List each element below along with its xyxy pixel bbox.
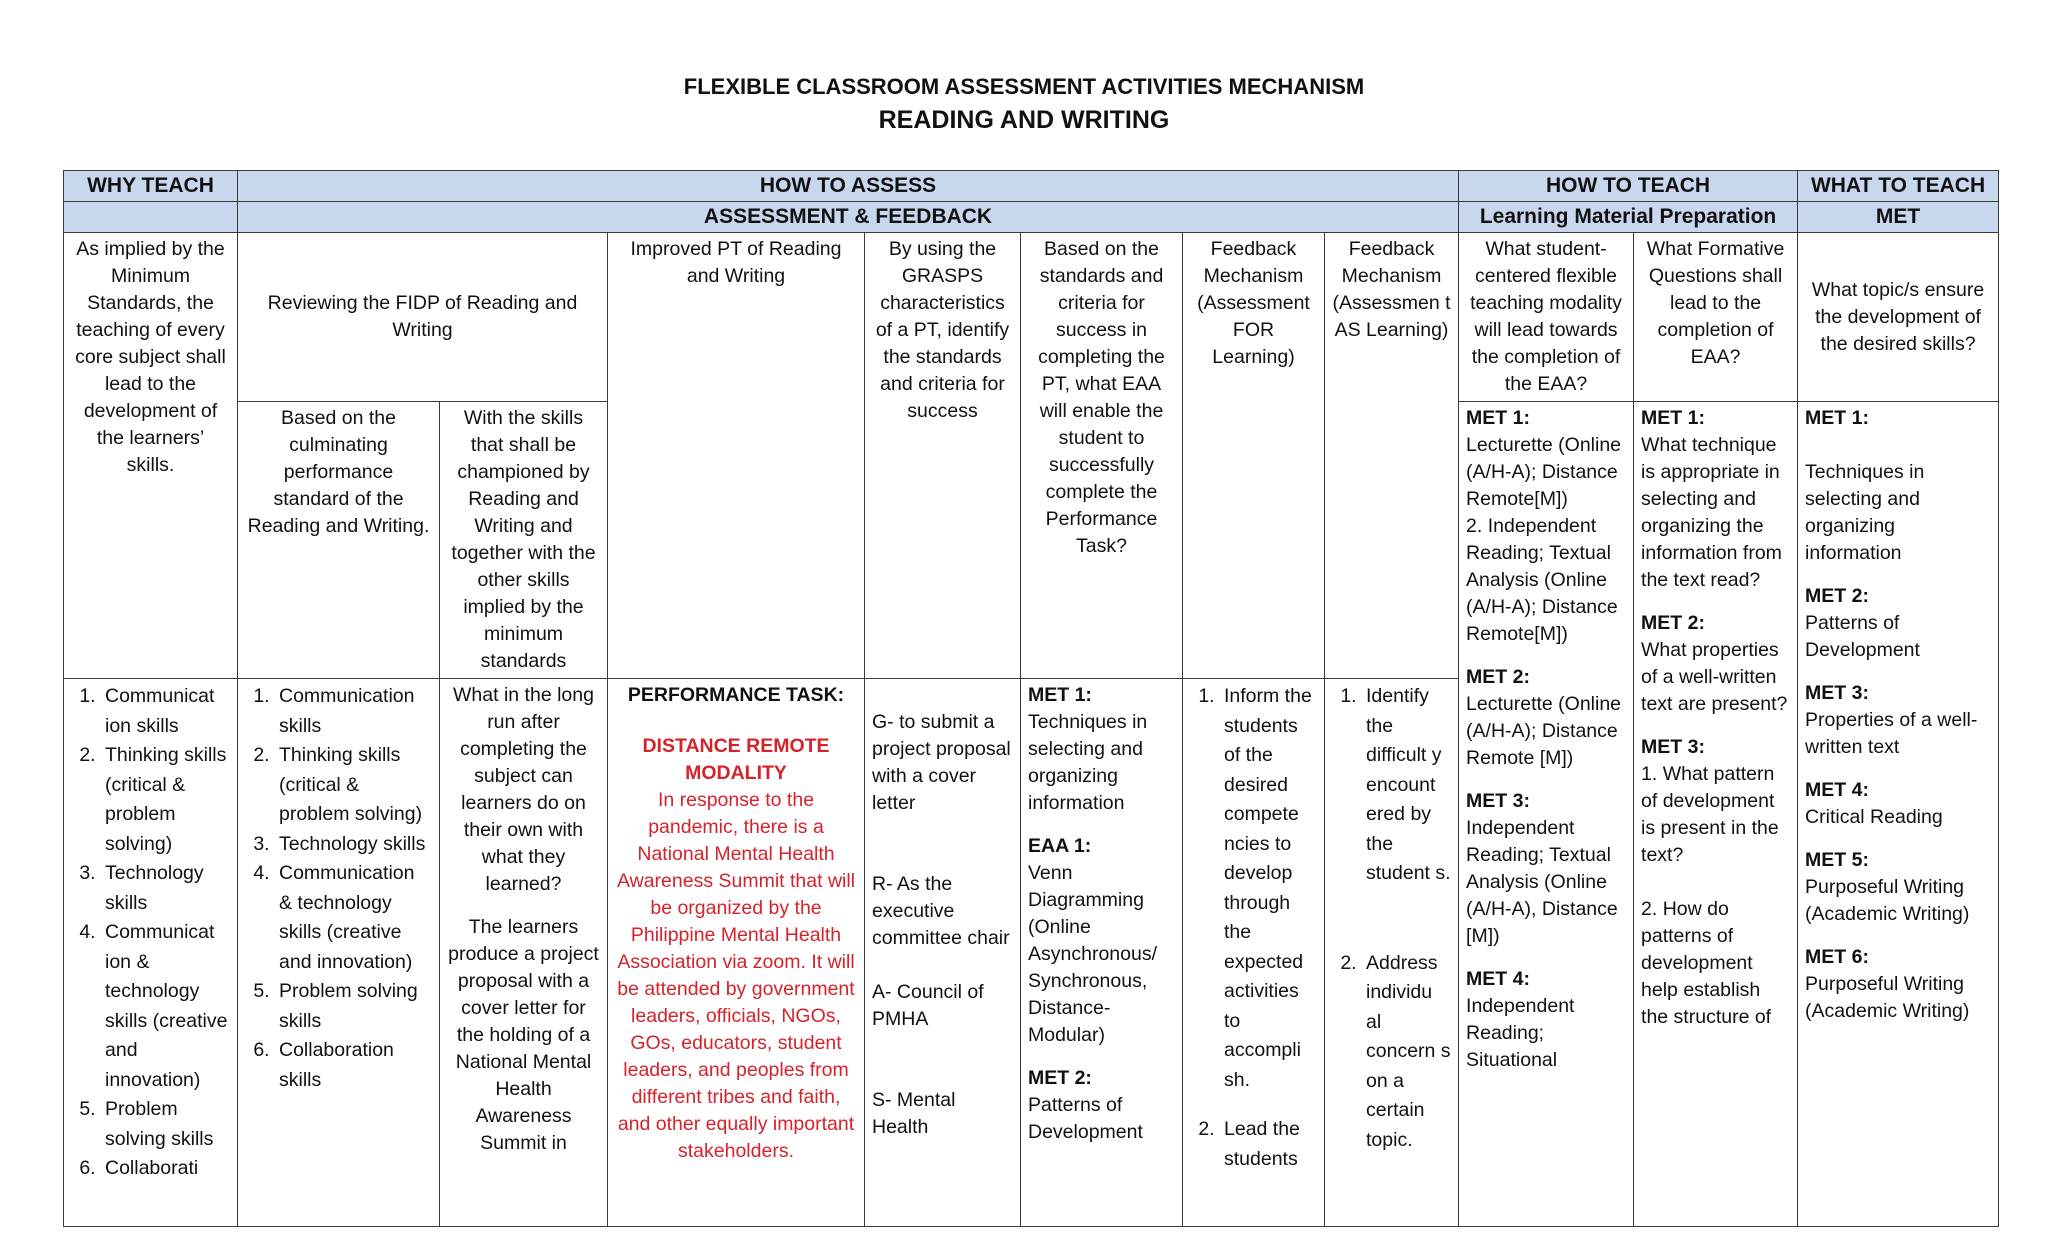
long-run-cell [440, 679, 608, 1227]
performance-task-text: In response to the pandemic, there is a National Mental Health Awareness Summit that will be organized by the Philippine Mental Health Association via zoom. It will be attended by government leaders, officials, NGOs, GOs, educators, student leaders, and peoples from different tribes and faith, and other equally important stakeholders. [616, 789, 856, 1162]
header-assessment-feedback: ASSESSMENT & FEEDBACK [238, 202, 1459, 233]
long-run-answer: The learners produce a project proposal with a cover letter for the holding of a National Mental Health Awareness Summit in [448, 916, 599, 1154]
header-why-teach: WHY TEACH [64, 171, 238, 202]
list-item: 3. Technology skills [101, 859, 230, 918]
topic-met-4: MET 4: Critical Reading [1805, 779, 1943, 828]
modality-question: What student-centered flexible teaching modality will lead towards the completion of the EAA? [1459, 233, 1634, 402]
feedback-as-cell [1325, 679, 1459, 1227]
topics-cell [1798, 402, 1999, 1227]
feedback-for-cell [1183, 679, 1325, 1227]
modality-met-2: MET 2: Lecturette (Online (A/H-A); Distance Remote [M]) [1466, 666, 1622, 769]
list-item: 1. Communication skills [275, 682, 432, 741]
fidp-based-on: Based on the culminating performance standard of the Reading and Writing. [238, 402, 440, 679]
improved-pt-question: Improved PT of Reading and Writing [608, 233, 865, 679]
modality-met-3: MET 3: Independent Reading; Textual Analysis (Online (A/H-A), Distance [M]) [1466, 790, 1618, 947]
performance-task-label: PERFORMANCE TASK: [627, 684, 845, 706]
modality-label: DISTANCE REMOTE MODALITY [642, 735, 830, 784]
eaa-met-2: MET 2: Patterns of Development [1028, 1067, 1143, 1143]
grasps-goal: G- to submit a project proposal with a cover letter [872, 711, 1011, 814]
list-item: 2. Lead the students [1220, 1115, 1317, 1174]
fidp-with-skills: With the skills that shall be championed by Reading and Writing and together with the other skills implied by the minimum standards [440, 402, 608, 679]
grasps-role: R- As the executive committee chair [872, 873, 1010, 949]
header-what-to-teach: WHAT TO TEACH [1798, 171, 1999, 202]
document-subtitle: READING AND WRITING [878, 106, 1170, 134]
list-item: 6. Collaboration skills [275, 1036, 432, 1095]
performance-task-cell [608, 679, 865, 1227]
fidp-skills-cell [238, 679, 440, 1227]
topic-question: What topic/s ensure the development of the desired skills? [1798, 233, 1999, 402]
document-title: FLEXIBLE CLASSROOM ASSESSMENT ACTIVITIES MECHANISM [683, 74, 1365, 99]
eaa-met-1: MET 1: Techniques in selecting and organizing information [1028, 684, 1148, 814]
why-skills-cell [64, 679, 238, 1227]
header-how-to-assess: HOW TO ASSESS [238, 171, 1459, 202]
grasps-cell [865, 679, 1021, 1227]
list-item: 1. Inform the students of the desired compete ncies to develop through the expected activities to accompli sh. [1220, 682, 1317, 1095]
topic-met-5: MET 5: Purposeful Writing (Academic Writing) [1805, 849, 1970, 925]
formative-met-2: MET 2: What properties of a well-written text are present? [1641, 612, 1788, 715]
grasps-situation: S- Mental Health [872, 1089, 956, 1138]
formative-question: What Formative Questions shall lead to the completion of EAA? [1634, 233, 1798, 402]
list-item: 5. Problem solving skills [101, 1095, 230, 1154]
topic-met-1: MET 1: Techniques in selecting and organizing information [1805, 407, 1925, 564]
feedback-for-question: Feedback Mechanism (Assessment FOR Learning) [1183, 233, 1325, 679]
header-blank [64, 202, 238, 233]
modality-cell [1459, 402, 1634, 1227]
why-teach-question: As implied by the Minimum Standards, the teaching of every core subject shall lead to the development of the learners’ skills. [64, 233, 238, 679]
feedback-as-question: Feedback Mechanism (Assessmen t AS Learning) [1325, 233, 1459, 679]
list-item: 1. Identify the difficult y encount ered by the student s. [1362, 682, 1451, 889]
eaa-question: Based on the standards and criteria for success in completing the PT, what EAA will enable the student to successfully complete the Performance Task? [1021, 233, 1183, 679]
modality-met-4: MET 4: Independent Reading; Situational [1466, 968, 1575, 1071]
topic-met-2: MET 2: Patterns of Development [1805, 585, 1920, 661]
list-item: 2. Address individu al concern s on a certain topic. [1362, 949, 1451, 1156]
header-met: MET [1798, 202, 1999, 233]
modality-met-1: MET 1: Lecturette (Online (A/H-A); Distance Remote[M]) 2. Independent Reading; Textual Analysis (Online (A/H-A); Distance Remote[M]) [1466, 407, 1622, 645]
topic-met-3: MET 3: Properties of a well-written text [1805, 682, 1978, 758]
fidp-question: Reviewing the FIDP of Reading and Writing [238, 233, 608, 402]
list-item: 2. Thinking skills (critical & problem solving) [275, 741, 432, 830]
list-item: 4. Communication & technology skills (creative and innovation) [275, 859, 432, 977]
list-item: 5. Problem solving skills [275, 977, 432, 1036]
assessment-table [63, 170, 1999, 1227]
eaa-1: EAA 1: Venn Diagramming (Online Asynchronous/ Synchronous, Distance-Modular) [1028, 835, 1157, 1046]
header-how-to-teach: HOW TO TEACH [1459, 171, 1798, 202]
formative-met-3: MET 3: 1. What pattern of development is present in the text? 2. How do patterns of development help establish the structure of [1641, 736, 1779, 1028]
formative-cell [1634, 402, 1798, 1227]
header-learning-material: Learning Material Preparation [1459, 202, 1798, 233]
eaa-cell [1021, 679, 1183, 1227]
grasps-question: By using the GRASPS characteristics of a PT, identify the standards and criteria for success [865, 233, 1021, 679]
formative-met-1: MET 1: What technique is appropriate in selecting and organizing the information from the text read? [1641, 407, 1782, 591]
topic-met-6: MET 6: Purposeful Writing (Academic Writing) [1805, 946, 1970, 1022]
grasps-audience: A- Council of PMHA [872, 981, 984, 1030]
list-item: 6. Collaborati [101, 1154, 230, 1184]
list-item: 3. Technology skills [275, 830, 432, 860]
list-item: 2. Thinking skills (critical & problem solving) [101, 741, 230, 859]
list-item: 4. Communicat ion & technology skills (creative and innovation) [101, 918, 230, 1095]
long-run-question: What in the long run after completing the subject can learners do on their own with what they learned? [453, 684, 594, 895]
list-item: 1. Communicat ion skills [101, 682, 230, 741]
